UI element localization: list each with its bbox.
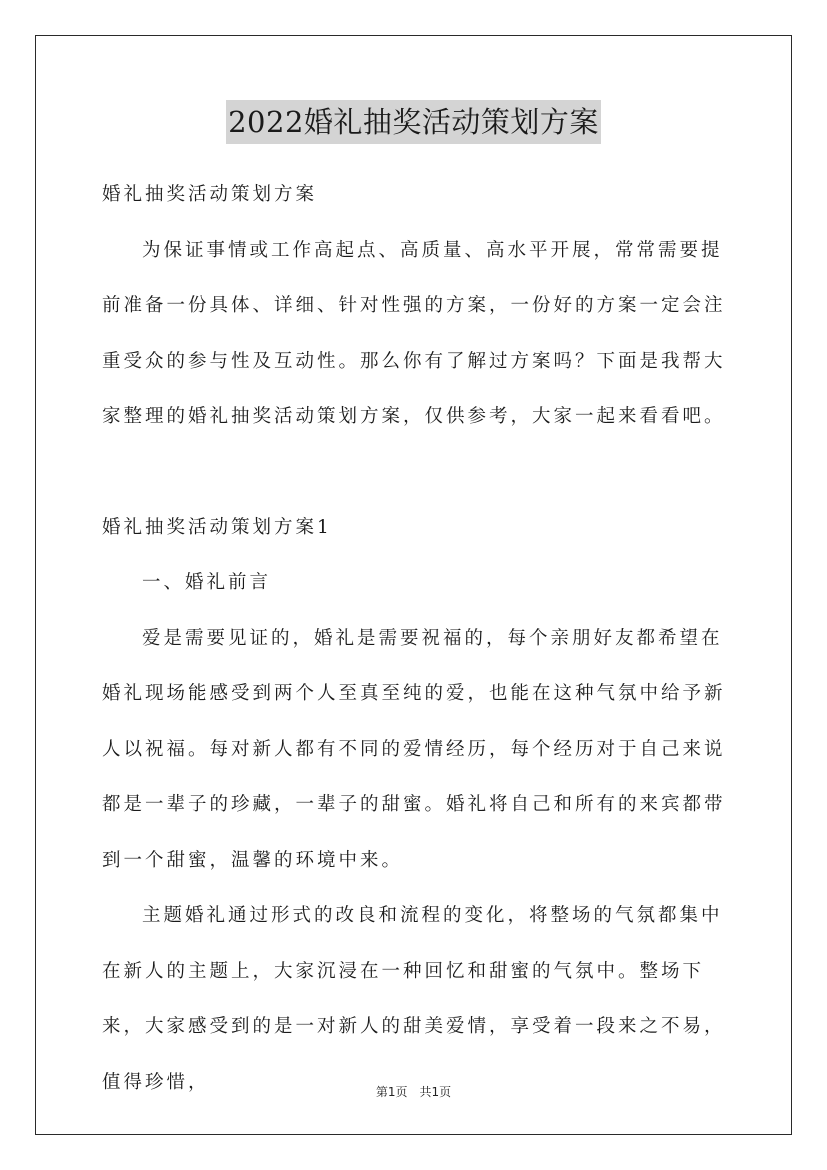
document-body	[102, 167, 734, 1110]
paragraph-gap	[102, 445, 734, 500]
document-title-wrap	[0, 100, 827, 144]
subsection-heading: 一、婚礼前言	[142, 572, 272, 593]
body-paragraph-2: 主题婚礼通过形式的改良和流程的变化，将整场的气氛都集中在新人的主题上，大家沉浸在一种回忆和甜蜜的气氛中。整场下来，大家感受到的是一对新人的甜美爱情，享受着一段来之不易，值得珍惜，	[102, 905, 726, 1093]
intro-paragraph: 为保证事情或工作高起点、高质量、高水平开展，常常需要提前准备一份具体、详细、针对性强的方案，一份好的方案一定会注重受众的参与性及互动性。那么你有了解过方案吗？下面是我帮大家整理的婚礼抽奖活动策划方案，仅供参考，大家一起来看看吧。	[102, 239, 726, 427]
body-paragraph-1: 爱是需要见证的，婚礼是需要祝福的，每个亲朋好友都希望在婚礼现场能感受到两个人至真至纯的爱，也能在这种气氛中给予新人以祝福。每对新人都有不同的爱情经历，每个经历对于自己来说都是一辈子的珍藏，一辈子的甜蜜。婚礼将自己和所有的来宾都带到一个甜蜜，温馨的环境中来。	[102, 627, 726, 871]
document-title: 2022婚礼抽奖活动策划方案	[226, 100, 601, 144]
section-heading: 婚礼抽奖活动策划方案1	[102, 516, 332, 538]
page-footer: 第1页 共1页	[375, 1085, 452, 1099]
subtitle-paragraph: 婚礼抽奖活动策划方案	[102, 184, 318, 205]
